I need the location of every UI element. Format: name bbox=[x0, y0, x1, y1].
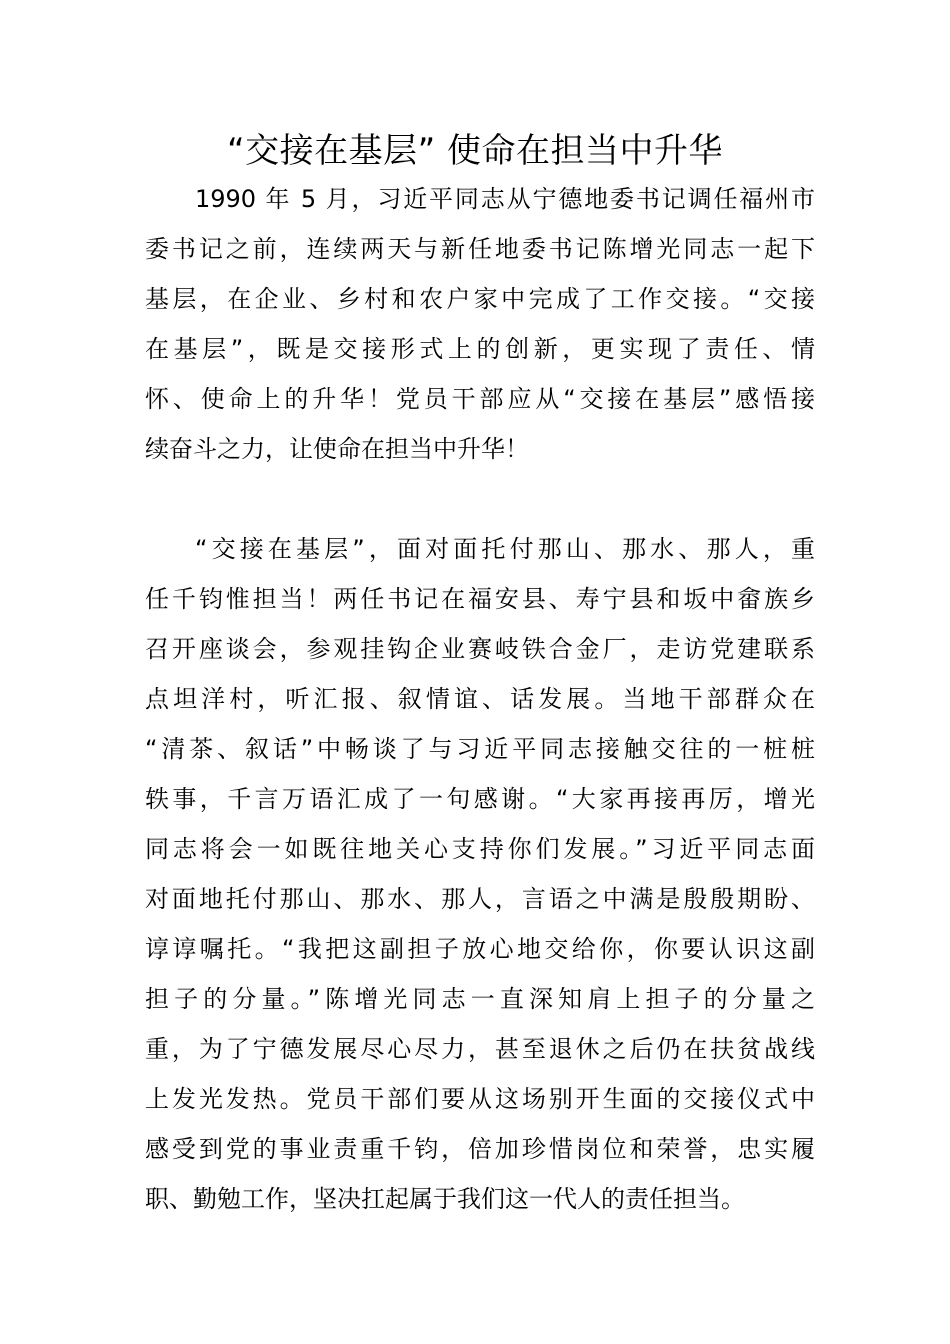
paragraph-line: 1990 年 5 月，习近平同志从宁德地委书记调任福州市 bbox=[195, 185, 815, 213]
paragraph-line: 点坦洋村，听汇报、叙情谊、话发展。当地干部群众在 bbox=[145, 685, 815, 713]
paragraph-line: 上发光发热。党员干部们要从这场别开生面的交接仪式中 bbox=[145, 1085, 815, 1113]
paragraph-line: 同志将会一如既往地关心支持你们发展。”习近平同志面 bbox=[145, 835, 815, 863]
paragraph-line: “清茶、叙话”中畅谈了与习近平同志接触交往的一桩桩 bbox=[145, 735, 815, 763]
paragraph-line: 委书记之前，连续两天与新任地委书记陈增光同志一起下 bbox=[145, 235, 815, 263]
paragraph-line: 怀、使命上的升华！党员干部应从“交接在基层”感悟接 bbox=[145, 385, 815, 413]
paragraph-line: “交接在基层”，面对面托付那山、那水、那人，重 bbox=[195, 535, 815, 563]
document-title: “交接在基层” 使命在担当中升华 bbox=[226, 131, 724, 171]
paragraph-1 bbox=[145, 174, 815, 474]
paragraph-line: 续奋斗之力，让使命在担当中升华！ bbox=[145, 435, 529, 463]
paragraph-line: 对面地托付那山、那水、那人，言语之中满是殷殷期盼、 bbox=[145, 885, 815, 913]
paragraph-line: 担子的分量。”陈增光同志一直深知肩上担子的分量之 bbox=[145, 985, 815, 1013]
paragraph-line: 召开座谈会，参观挂钩企业赛岐铁合金厂，走访党建联系 bbox=[145, 635, 815, 663]
paragraph-line: 基层，在企业、乡村和农户家中完成了工作交接。“交接 bbox=[145, 285, 815, 313]
paragraph-2 bbox=[145, 524, 815, 1224]
paragraph-line: 谆谆嘱托。“我把这副担子放心地交给你，你要认识这副 bbox=[145, 935, 815, 963]
paragraph-line: 轶事，千言万语汇成了一句感谢。“大家再接再厉，增光 bbox=[145, 785, 815, 813]
paragraph-line: 感受到党的事业责重千钧，倍加珍惜岗位和荣誉，忠实履 bbox=[145, 1135, 815, 1163]
paragraph-line: 任千钧惟担当！两任书记在福安县、寿宁县和坂中畲族乡 bbox=[145, 585, 815, 613]
paragraph-line: 在基层”，既是交接形式上的创新，更实现了责任、情 bbox=[145, 335, 815, 363]
paragraph-line: 职、勤勉工作，坚决扛起属于我们这一代人的责任担当。 bbox=[145, 1185, 745, 1213]
paragraph-line: 重，为了宁德发展尽心尽力，甚至退休之后仍在扶贫战线 bbox=[145, 1035, 815, 1063]
